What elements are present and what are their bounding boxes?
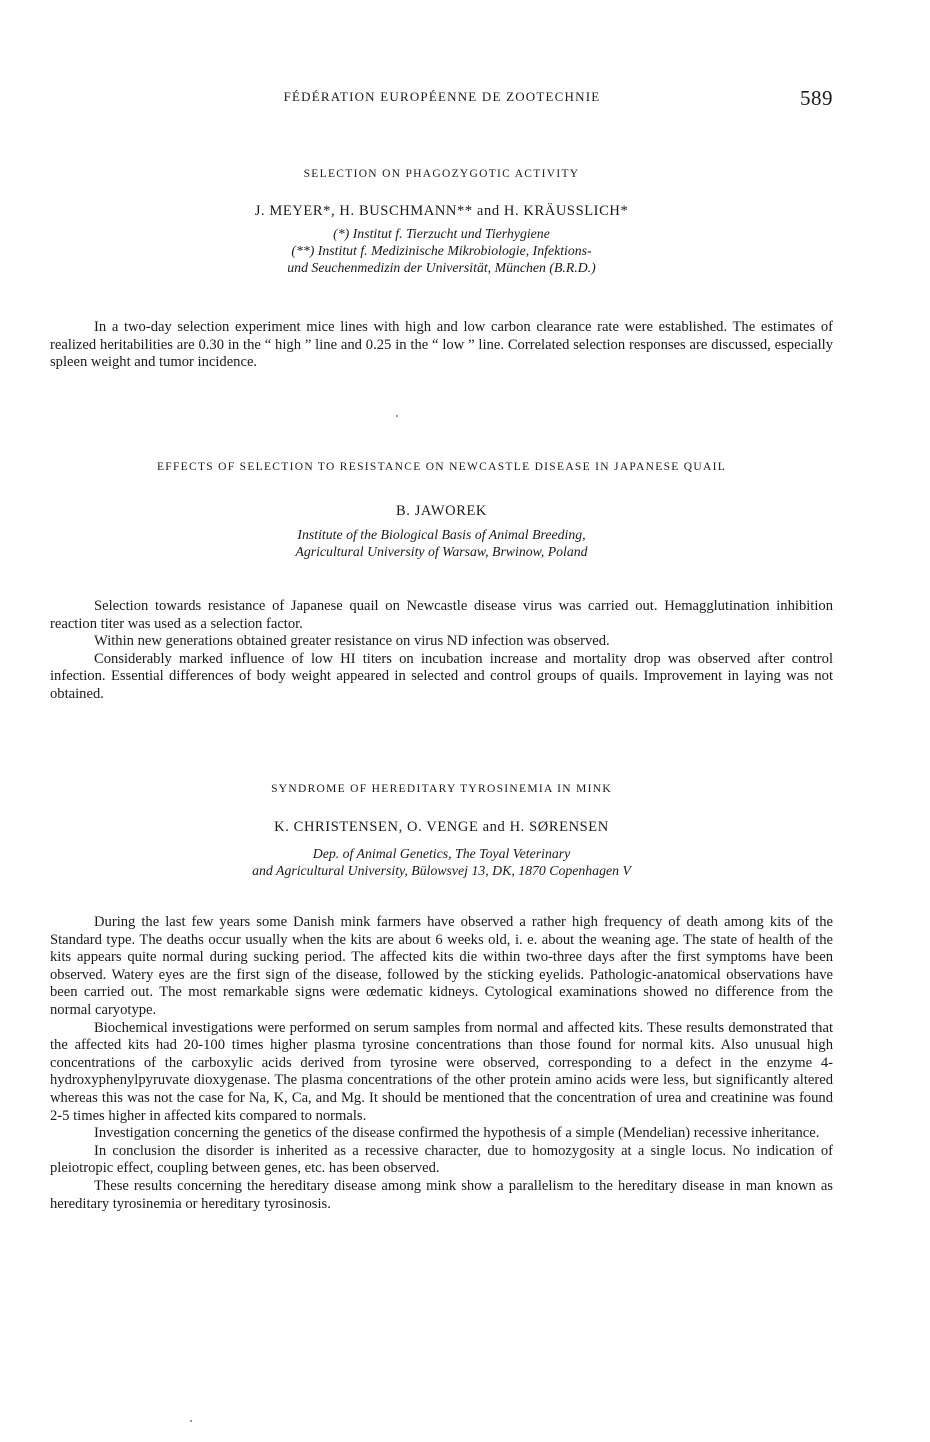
abstract-body [50,319,833,372]
body-paragraph: Biochemical investigations were performed on serum samples from normal and affected kits. These results demonstrated that the affected kits had 20-100 times higher plasma tyrosine concentrations than those found for normal kits. Also unusual high concentrations of the carboxylic acids derived from tyrosine were observed, corresponding to a defect in the enzyme 4-hydroxyphenylpyruvate dioxygenase. The plasma concentrations of the other protein amino acids were less, but significantly altered whereas this was not the case for Na, K, Ca, and Mg. It should be mentioned that the concentration of urea and creatinine was found 2-5 times higher in affected kits compared to normals. [50,1019,833,1124]
body-paragraph: During the last few years some Danish mink farmers have observed a rather high frequency of death among kits of the Standard type. The deaths occur usually when the kits are about 6 weeks old, i. e. about the weaning age. The state of health of the kits appears quite normal during sucking period. The affected kits die within two-three days after the first symptoms have been observed. Watery eyes are the first sign of the disease, followed by the sticking eyelids. Pathologic-anatomical observations have been carried out. The most remarkable signs were œdematic kidneys. Cytological examinations showed no difference from the normal caryotype. [50,914,833,1018]
abstract-authors: B. JAWOREK [395,503,488,519]
affiliation-line: (**) Institut f. Medizinische Mikrobiologie, Infektions- [291,243,592,258]
separator-dot [396,415,398,417]
body-paragraph: In conclusion the disorder is inherited as a recessive character, due to homozygosity at a single locus. No indication of pleiotropic effect, coupling between genes, etc. has been observed. [50,1142,833,1177]
affiliation-line: (*) Institut f. Tierzucht und Tierhygiene [333,226,550,241]
separator-dot [190,1420,192,1422]
running-head-title: FÉDÉRATION EUROPÉENNE DE ZOOTECHNIE [283,89,601,104]
body-paragraph: These results concerning the hereditary disease among mink show a parallelism to the hereditary disease in man known as hereditary tyrosinemia or hereditary tyrosinosis. [50,1177,833,1212]
abstract-body [50,914,833,1213]
body-paragraph: Selection towards resistance of Japanese quail on Newcastle disease virus was carried out. Hemagglutination inhibition reaction titer was used as a selection factor. [50,598,833,632]
body-paragraph: Investigation concerning the genetics of the disease confirmed the hypothesis of a simple (Mendelian) recessive inheritance. [94,1125,820,1142]
body-paragraph: Within new generations obtained greater resistance on virus ND infection was observed. [94,633,610,650]
abstract-authors: K. CHRISTENSEN, O. VENGE and H. SØRENSEN [274,819,609,835]
abstract-body [50,598,833,704]
affiliation-line: Institute of the Biological Basis of Animal Breeding, [297,527,586,542]
abstract-authors: J. MEYER*, H. BUSCHMANN** and H. KRÄUSSLICH* [254,203,629,219]
page-number: 589 [800,86,833,110]
body-paragraph: Considerably marked influence of low HI titers on incubation increase and mortality drop was observed after control infection. Essential differences of body weight appeared in selected and control groups of quails. Improvement in laying was not obtained. [50,650,833,702]
running-head [0,86,930,110]
abstract-title: SYNDROME OF HEREDITARY TYROSINEMIA IN MINK [271,783,612,795]
affiliation-line: und Seuchenmedizin der Universität, München (B.R.D.) [287,260,596,275]
affiliation-line: Agricultural University of Warsaw, Brwinow, Poland [295,544,588,559]
affiliation-line: and Agricultural University, Bülowsvej 13, DK, 1870 Copenhagen V [252,863,631,878]
abstract-title: EFFECTS OF SELECTION TO RESISTANCE ON NEWCASTLE DISEASE IN JAPANESE QUAIL [156,461,727,473]
affiliation-line: Dep. of Animal Genetics, The Toyal Veterinary [312,846,571,861]
body-paragraph: In a two-day selection experiment mice lines with high and low carbon clearance rate were established. The estimates of realized heritabilities are 0.30 in the “ high ” line and 0.25 in the “ low ” line. Correlated selection responses are discussed, especially spleen weight and tumor incidence. [50,319,833,371]
abstract-title: SELECTION ON PHAGOZYGOTIC ACTIVITY [303,168,580,180]
